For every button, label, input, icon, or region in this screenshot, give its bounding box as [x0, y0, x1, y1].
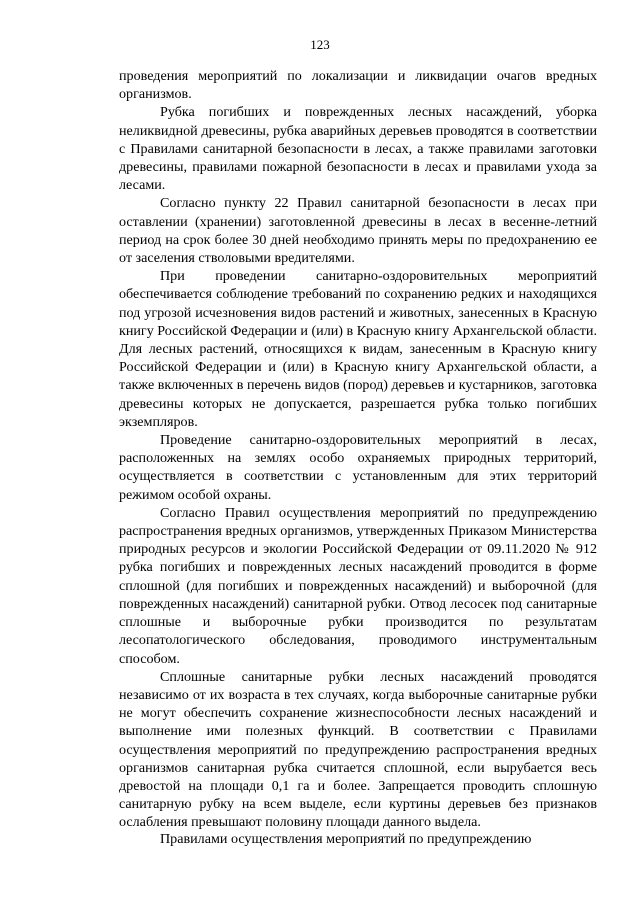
paragraph-felling-rules: Рубка погибших и поврежденных лесных насаждений, уборка неликвидной древесины, рубка аварийных деревьев проводятся в соответствии с Правилами санитарной безопасности в лесах, а также правилами заготовки древесины, правилами пожарной безопасности в лесах и правилами ухода за лесами.	[119, 104, 597, 194]
paragraph-clear-felling: Сплошные санитарные рубки лесных насаждений проводятся независимо от их возраста в тех случаях, когда выборочные санитарные рубки не могут обеспечить сохранение жизнеспособности лесных насаждений и выполнение ими полезных функций. В соответствии с Правилами осуществления мероприятий по предупреждению распространения вредных организмов санитарная рубка считается сплошной, если вырубается весь древостой на площади 0,1 га и более. Запрещается проводить сплошную санитарную рубку на всем выделе, если куртины деревьев без признаков ослабления превышают половину площади данного выдела.	[119, 668, 597, 831]
page-number: 123	[310, 37, 330, 52]
paragraph-wood-storage: Согласно пункту 22 Правил санитарной безопасности в лесах при оставлении (хранении) заготовленной древесины в лесах в весенне-летний период на срок более 30 дней необходимо принять меры по предохранению ее от заселения стволовыми вредителями.	[119, 195, 597, 267]
body-text	[119, 67, 598, 847]
paragraph-red-book: При проведении санитарно-оздоровительных мероприятий обеспечивается соблюдение требований по сохранению редких и находящихся под угрозой исчезновения видов растений и животных, занесенных в Красную книгу Российской Федерации и (или) в Красную книгу Архангельской области. Для лесных растений, относящихся к видам, занесенным в Красную книгу Российской Федерации и (или) в Красную книгу Архангельской области, а также включенных в перечень видов (пород) деревьев и кустарников, заготовка древесины которых не допускается, разрешается рубка только погибших экземпляров.	[119, 268, 598, 430]
paragraph-order-912: Согласно Правил осуществления мероприятий по предупреждению распространения вредных организмов, утвержденных Приказом Министерства природных ресурсов и экологии Российской Федерации от 09.11.2020 № 912 рубка погибших и поврежденных лесных насаждений проводится в форме сплошной (для погибших и поврежденных насаждений) и выборочной (для поврежденных насаждений) санитарной рубки. Отвод лесосек под санитарные сплошные и выборочные рубки производится по результатам лесопатологического обследования, проводимого инструментальным способом.	[119, 504, 597, 667]
paragraph-continued: проведения мероприятий по локализации и ликвидации очагов вредных организмов.	[119, 68, 597, 103]
paragraph-protected-areas: Проведение санитарно-оздоровительных мероприятий в лесах, расположенных на землях особо охраняемых природных территорий, осуществляется в соответствии с установленным для этих территорий режимом особой охраны.	[119, 432, 597, 503]
paragraph-final: Правилами осуществления мероприятий по предупреждению	[160, 831, 532, 847]
